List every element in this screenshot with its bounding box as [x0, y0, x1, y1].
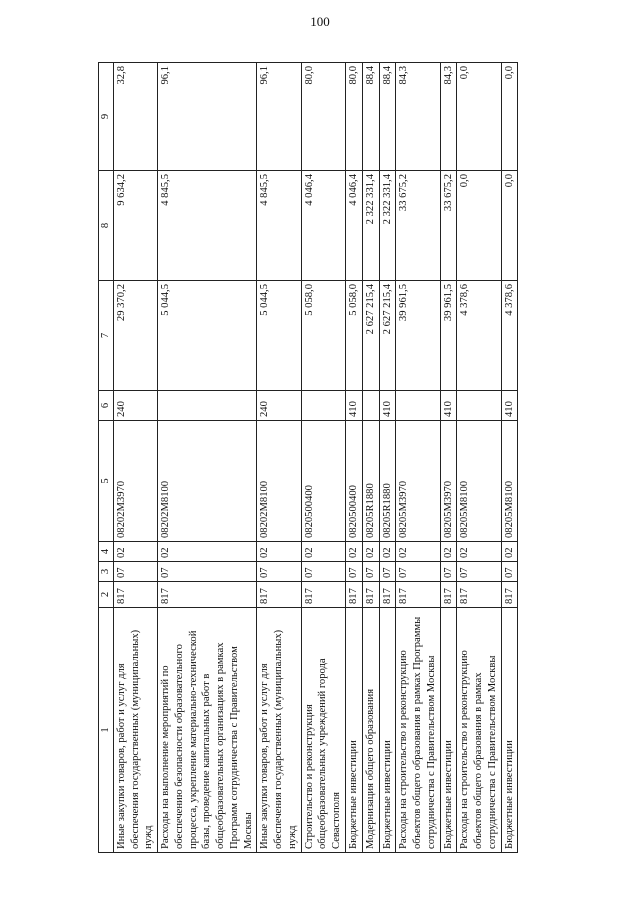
- cell-actual: 2 322 331,4: [379, 171, 396, 281]
- row-name: Расходы на строительство и реконструкцию объектов общего образования в рамках сотрудничества с Правительством Москвы: [457, 608, 501, 853]
- column-header: 9: [99, 63, 114, 171]
- cell-section: 07: [257, 562, 301, 582]
- cell-subsection: 02: [301, 542, 345, 562]
- cell-planned: 39 961,5: [440, 281, 457, 391]
- cell-actual: 4 845,5: [257, 171, 301, 281]
- cell-percent: 32,8: [113, 63, 157, 171]
- cell-section: 07: [396, 562, 440, 582]
- cell-expense-type: 410: [501, 391, 518, 421]
- table-row: [346, 63, 363, 853]
- cell-planned: 4 378,6: [501, 281, 518, 391]
- cell-ministry: 817: [301, 582, 345, 608]
- column-header: 1: [99, 608, 114, 853]
- row-name: Модернизация общего образования: [362, 608, 379, 853]
- cell-expense-type: [362, 391, 379, 421]
- table-row: [440, 63, 457, 853]
- cell-target-code: 08205М3970: [440, 421, 457, 542]
- cell-percent: 88,4: [379, 63, 396, 171]
- cell-planned: 5 058,0: [346, 281, 363, 391]
- cell-section: 07: [346, 562, 363, 582]
- cell-ministry: 817: [396, 582, 440, 608]
- cell-ministry: 817: [379, 582, 396, 608]
- table-row: [379, 63, 396, 853]
- cell-percent: 96,1: [158, 63, 257, 171]
- cell-actual: 0,0: [501, 171, 518, 281]
- column-header: 3: [99, 562, 114, 582]
- cell-percent: 96,1: [257, 63, 301, 171]
- cell-planned: 5 044,5: [158, 281, 257, 391]
- cell-expense-type: 240: [257, 391, 301, 421]
- cell-expense-type: 240: [113, 391, 157, 421]
- cell-actual: 4 046,4: [346, 171, 363, 281]
- column-header: 5: [99, 421, 114, 542]
- column-header: 8: [99, 171, 114, 281]
- table-row: [158, 63, 257, 853]
- column-header: 2: [99, 582, 114, 608]
- cell-actual: 9 634,2: [113, 171, 157, 281]
- cell-percent: 84,3: [440, 63, 457, 171]
- cell-subsection: 02: [257, 542, 301, 562]
- column-header: 4: [99, 542, 114, 562]
- row-name: Строительство и реконструкция общеобразовательных учреждений города Севастополя: [301, 608, 345, 853]
- cell-target-code: 08205R1880: [362, 421, 379, 542]
- row-name: Бюджетные инвестиции: [346, 608, 363, 853]
- cell-expense-type: [158, 391, 257, 421]
- cell-planned: 29 370,2: [113, 281, 157, 391]
- cell-actual: 4 845,5: [158, 171, 257, 281]
- cell-subsection: 02: [379, 542, 396, 562]
- cell-section: 07: [379, 562, 396, 582]
- cell-percent: 88,4: [362, 63, 379, 171]
- cell-expense-type: [396, 391, 440, 421]
- page-number: 100: [310, 14, 330, 29]
- cell-target-code: 08205R1880: [379, 421, 396, 542]
- cell-subsection: 02: [457, 542, 501, 562]
- table-row: [257, 63, 301, 853]
- cell-percent: 0,0: [501, 63, 518, 171]
- cell-planned: 2 627 215,4: [362, 281, 379, 391]
- cell-actual: 4 046,4: [301, 171, 345, 281]
- cell-planned: 4 378,6: [457, 281, 501, 391]
- cell-target-code: 08202М8100: [158, 421, 257, 542]
- cell-expense-type: 410: [379, 391, 396, 421]
- cell-subsection: 02: [346, 542, 363, 562]
- cell-planned: 5 058,0: [301, 281, 345, 391]
- cell-planned: 5 044,5: [257, 281, 301, 391]
- cell-ministry: 817: [362, 582, 379, 608]
- cell-percent: 0,0: [457, 63, 501, 171]
- cell-subsection: 02: [362, 542, 379, 562]
- cell-target-code: 08202М3970: [113, 421, 157, 542]
- cell-planned: 2 627 215,4: [379, 281, 396, 391]
- cell-percent: 84,3: [396, 63, 440, 171]
- cell-subsection: 02: [113, 542, 157, 562]
- cell-expense-type: [457, 391, 501, 421]
- table-row: [501, 63, 518, 853]
- cell-expense-type: [301, 391, 345, 421]
- cell-subsection: 02: [396, 542, 440, 562]
- row-name: Бюджетные инвестиции: [379, 608, 396, 853]
- cell-actual: 2 322 331,4: [362, 171, 379, 281]
- row-name: Расходы на выполнение мероприятий по обеспечению безопасности образовательного процесса, укрепление материально-технической базы, проведение капитальных работ в общеобразовательных организациях в рамках Программ сотрудничества с Правительством Москвы: [158, 608, 257, 853]
- cell-actual: 33 675,2: [396, 171, 440, 281]
- cell-section: 07: [457, 562, 501, 582]
- cell-ministry: 817: [257, 582, 301, 608]
- cell-subsection: 02: [158, 542, 257, 562]
- column-header: 6: [99, 391, 114, 421]
- cell-ministry: 817: [440, 582, 457, 608]
- row-name: Расходы на строительство и реконструкцию объектов общего образования в рамках Программы сотрудничества с Правительством Москвы: [396, 608, 440, 853]
- table-row: [113, 63, 157, 853]
- table-row: [362, 63, 379, 853]
- cell-target-code: 08205М3970: [396, 421, 440, 542]
- cell-section: 07: [362, 562, 379, 582]
- cell-section: 07: [158, 562, 257, 582]
- cell-planned: 39 961,5: [396, 281, 440, 391]
- cell-percent: 80,0: [346, 63, 363, 171]
- cell-expense-type: 410: [346, 391, 363, 421]
- budget-table-rotated: [98, 63, 598, 853]
- cell-ministry: 817: [346, 582, 363, 608]
- cell-section: 07: [501, 562, 518, 582]
- cell-expense-type: 410: [440, 391, 457, 421]
- cell-section: 07: [440, 562, 457, 582]
- cell-target-code: 08205М8100: [501, 421, 518, 542]
- cell-ministry: 817: [113, 582, 157, 608]
- cell-ministry: 817: [457, 582, 501, 608]
- cell-ministry: 817: [501, 582, 518, 608]
- table-header-row: [99, 63, 114, 853]
- budget-table: [98, 62, 518, 853]
- table-row: [457, 63, 501, 853]
- cell-actual: 33 675,2: [440, 171, 457, 281]
- cell-target-code: 08205М8100: [457, 421, 501, 542]
- cell-subsection: 02: [501, 542, 518, 562]
- cell-target-code: 0820500400: [346, 421, 363, 542]
- cell-section: 07: [113, 562, 157, 582]
- row-name: Бюджетные инвестиции: [440, 608, 457, 853]
- cell-target-code: 08202М8100: [257, 421, 301, 542]
- cell-actual: 0,0: [457, 171, 501, 281]
- row-name: Иные закупки товаров, работ и услуг для обеспечения государственных (муниципальных) нужд: [113, 608, 157, 853]
- column-header: 7: [99, 281, 114, 391]
- cell-ministry: 817: [158, 582, 257, 608]
- table-row: [396, 63, 440, 853]
- cell-target-code: 0820500400: [301, 421, 345, 542]
- table-row: [301, 63, 345, 853]
- cell-percent: 80,0: [301, 63, 345, 171]
- row-name: Иные закупки товаров, работ и услуг для обеспечения государственных (муниципальных) нужд: [257, 608, 301, 853]
- cell-subsection: 02: [440, 542, 457, 562]
- cell-section: 07: [301, 562, 345, 582]
- row-name: Бюджетные инвестиции: [501, 608, 518, 853]
